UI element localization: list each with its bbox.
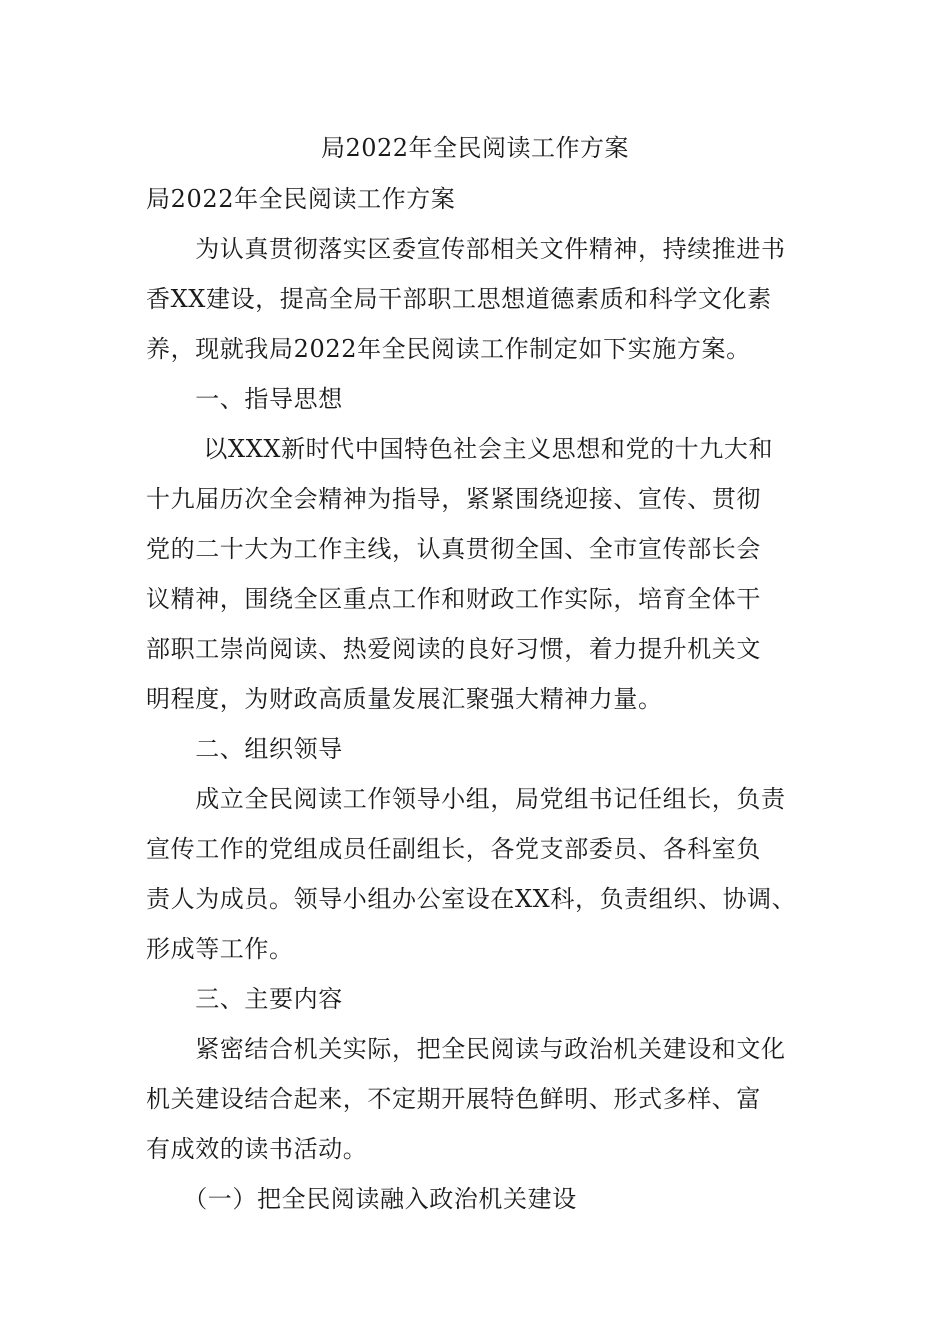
subsection-heading: （一）把全民阅读融入政治机关建设 [146, 1185, 577, 1213]
section-heading: 一、指导思想 [146, 385, 343, 413]
paragraph-line: 香XX建设，提高全局干部职工思想道德素质和科学文化素 [146, 285, 772, 313]
paragraph-line: 养，现就我局2022年全民阅读工作制定如下实施方案。 [146, 335, 751, 363]
paragraph-line: 责人为成员。领导小组办公室设在XX科，负责组织、协调、 [146, 885, 797, 913]
paragraph-line: 十九届历次全会精神为指导，紧紧围绕迎接、宣传、贯彻 [146, 485, 761, 513]
paragraph-line: 以XXX新时代中国特色社会主义思想和党的十九大和 [146, 435, 774, 463]
paragraph-line: 明程度，为财政高质量发展汇聚强大精神力量。 [146, 685, 663, 713]
paragraph-line: 宣传工作的党组成员任副组长，各党支部委员、各科室负 [146, 835, 761, 863]
paragraph-line: 成立全民阅读工作领导小组，局党组书记任组长，负责 [146, 785, 786, 813]
section-heading: 三、主要内容 [146, 985, 343, 1013]
paragraph-line: 部职工崇尚阅读、热爱阅读的良好习惯，着力提升机关文 [146, 635, 761, 663]
doc-subtitle: 局2022年全民阅读工作方案 [146, 185, 456, 213]
paragraph-line: 机关建设结合起来，不定期开展特色鲜明、形式多样、富 [146, 1085, 761, 1113]
section-heading: 二、组织领导 [146, 735, 343, 763]
paragraph-line: 议精神，围绕全区重点工作和财政工作实际，培育全体干 [146, 585, 761, 613]
paragraph-line: 形成等工作。 [146, 935, 294, 963]
paragraph-line: 有成效的读书活动。 [146, 1135, 368, 1163]
paragraph-line: 为认真贯彻落实区委宣传部相关文件精神，持续推进书 [146, 235, 786, 263]
paragraph-line: 党的二十大为工作主线，认真贯彻全国、全市宣传部长会 [146, 535, 761, 563]
document-title: 局2022年全民阅读工作方案 [320, 134, 630, 162]
paragraph-line: 紧密结合机关实际，把全民阅读与政治机关建设和文化 [146, 1035, 786, 1063]
